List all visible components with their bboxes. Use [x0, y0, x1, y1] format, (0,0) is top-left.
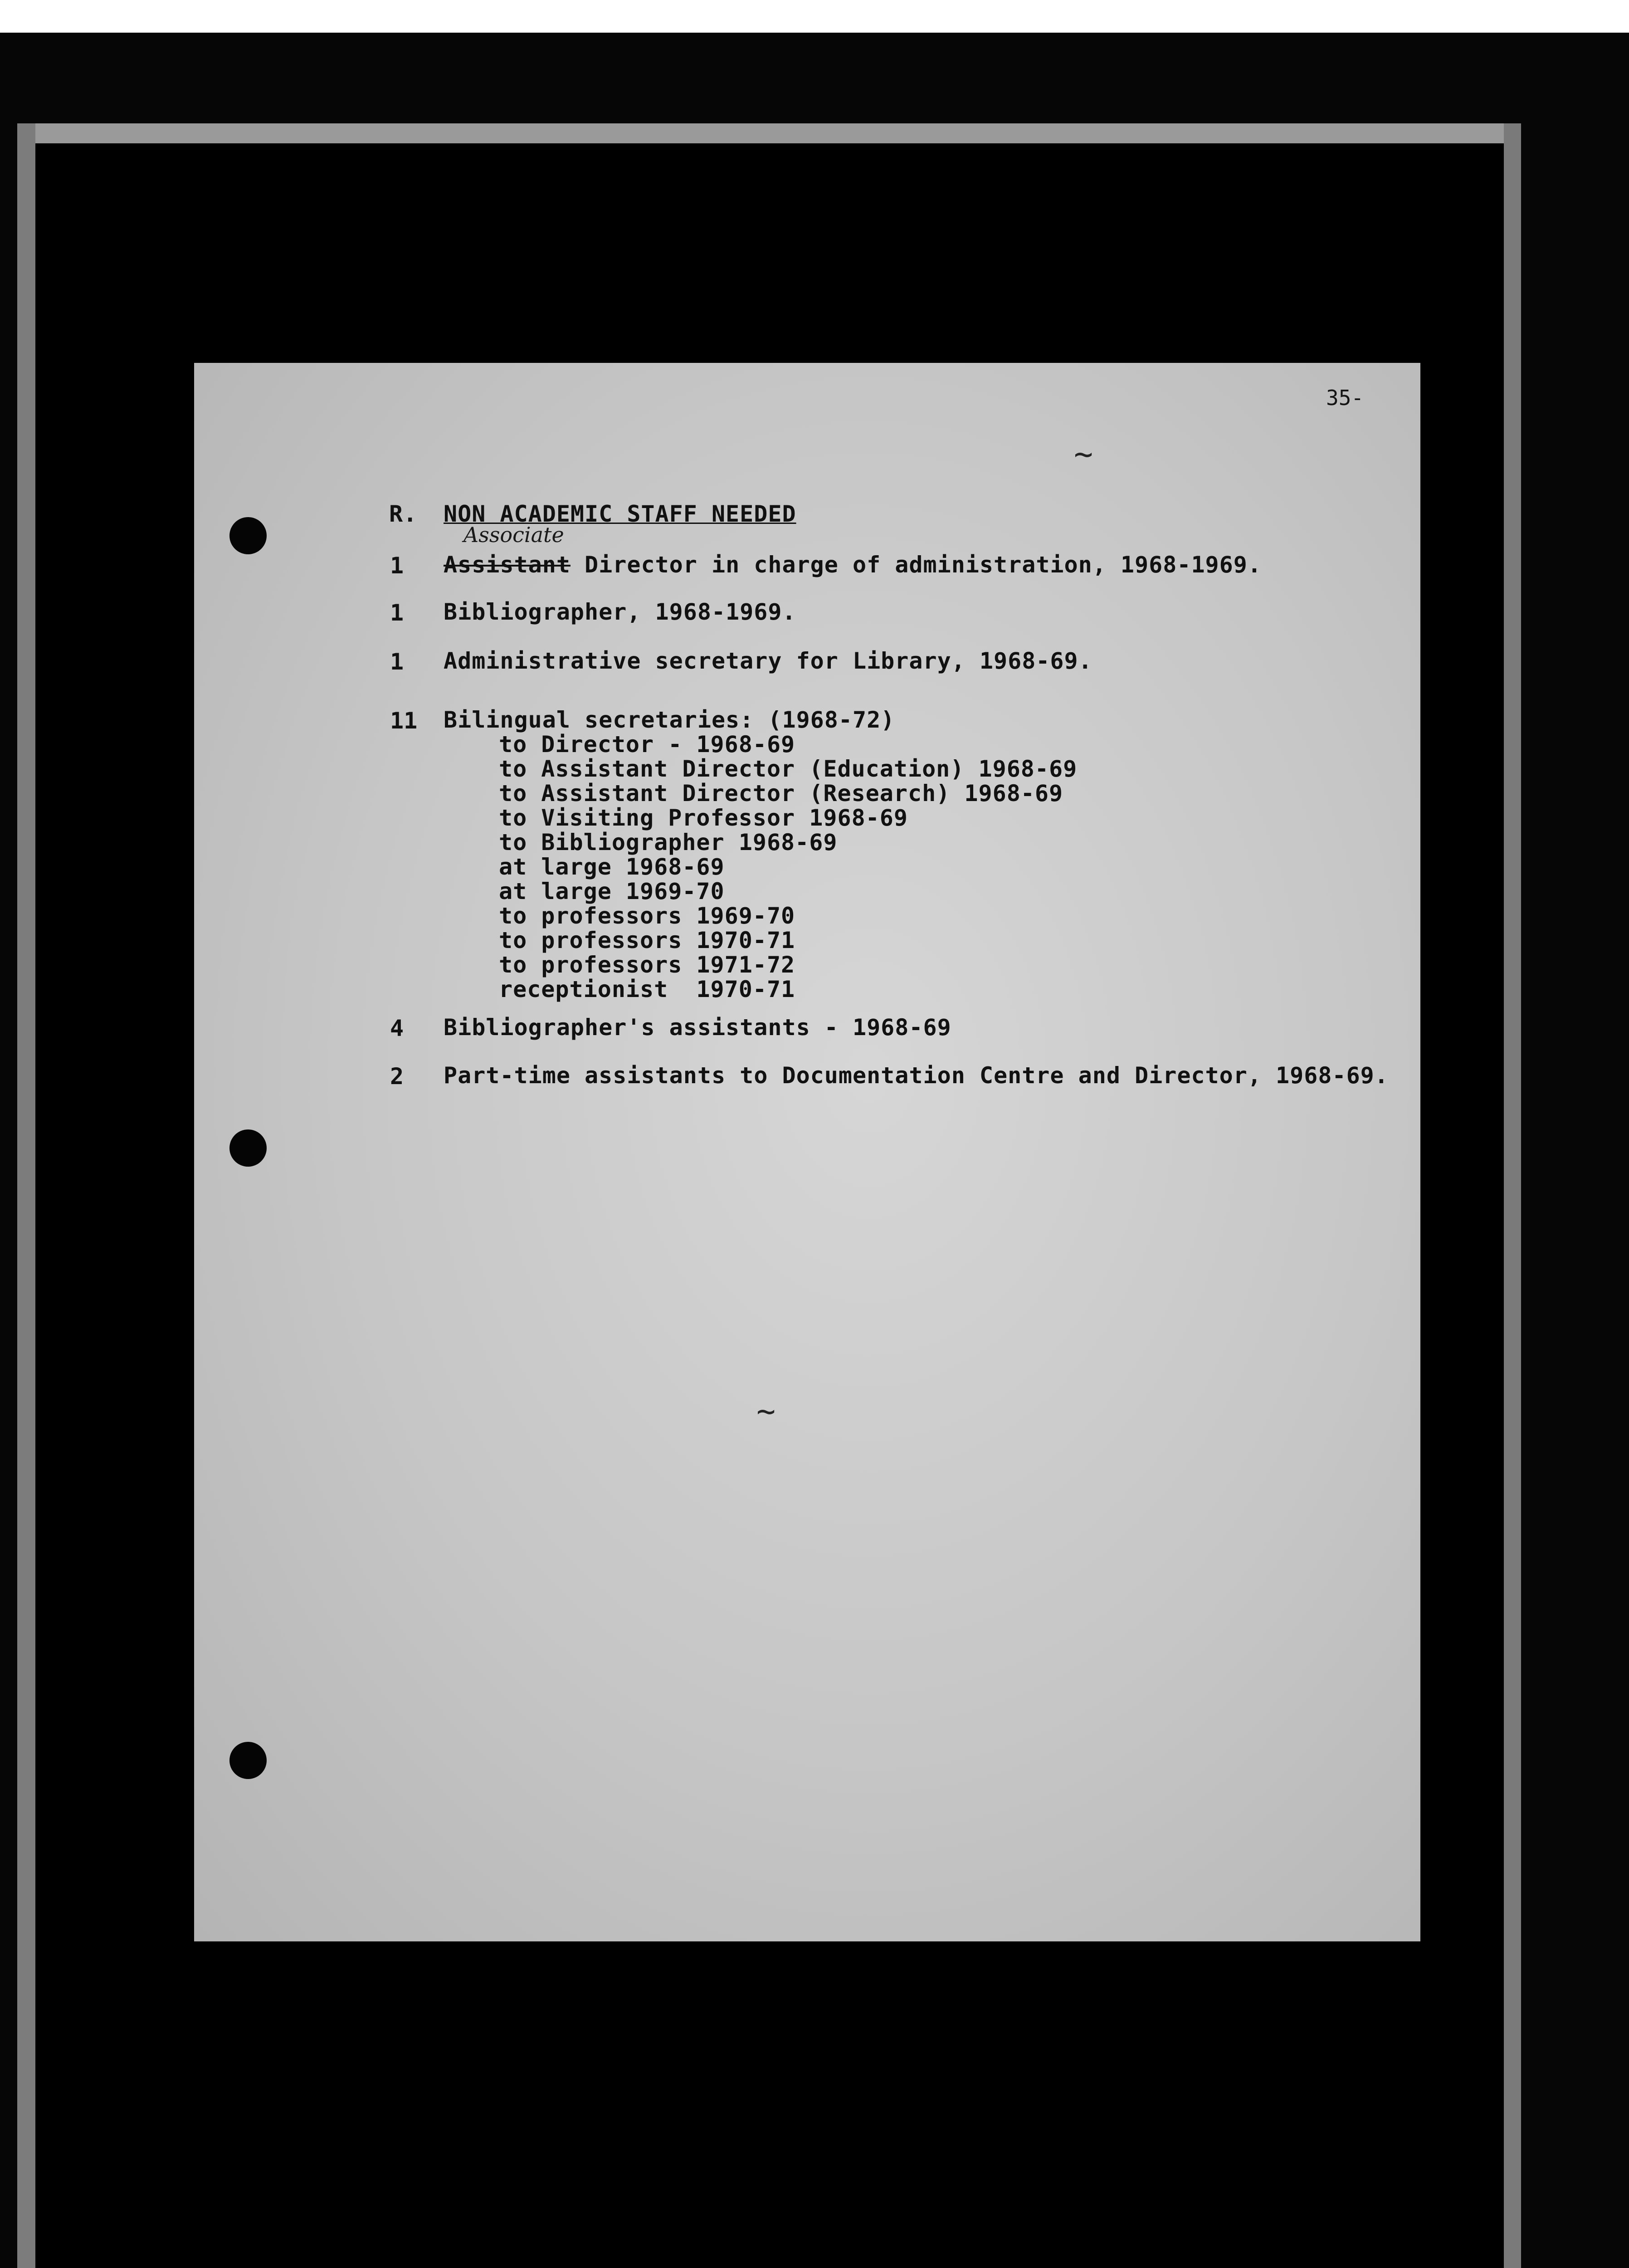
handwritten-insert: Associate — [463, 523, 564, 547]
item-count: 2 — [390, 1063, 404, 1090]
list-item: to professors 1969-70 — [499, 903, 795, 929]
punch-hole — [229, 1742, 267, 1779]
list-item: at large 1968-69 — [499, 854, 725, 880]
section-heading: NON ACADEMIC STAFF NEEDED — [444, 501, 796, 527]
item-text: Bibliographer's assistants - 1968-69 — [444, 1014, 951, 1041]
film-frame-right — [1504, 123, 1521, 2268]
document-page — [194, 363, 1420, 1941]
film-frame-left — [17, 123, 35, 2268]
list-item: to Bibliographer 1968-69 — [499, 829, 838, 855]
section-letter: R. — [389, 501, 418, 527]
punch-hole — [229, 517, 267, 554]
item-text: Bibliographer, 1968-1969. — [444, 599, 796, 625]
pen-mark: ~ — [1074, 435, 1093, 473]
item-count: 11 — [390, 708, 418, 734]
page-number: 35- — [1326, 386, 1364, 410]
list-item: to Director - 1968-69 — [499, 731, 795, 758]
list-item: to Assistant Director (Research) 1968-69 — [499, 780, 1063, 807]
item-text: Part-time assistants to Documentation Centre and Director, 1968-69. — [444, 1062, 1389, 1089]
item-text: Bilingual secretaries: (1968-72) — [444, 707, 895, 733]
item-text — [444, 552, 1262, 577]
struck-word: Assistant — [444, 552, 571, 578]
item-text-rest: Director in charge of administration, 1968-1969. — [570, 552, 1262, 578]
item-count: 4 — [390, 1015, 404, 1041]
list-item: receptionist 1970-71 — [499, 976, 795, 1002]
list-item: to professors 1970-71 — [499, 927, 795, 953]
item-count: 1 — [390, 649, 404, 675]
list-item: to Assistant Director (Education) 1968-69 — [499, 756, 1078, 782]
list-item: at large 1969-70 — [499, 878, 725, 904]
item-text: Administrative secretary for Library, 1968-69. — [444, 648, 1093, 674]
list-item: to professors 1971-72 — [499, 952, 795, 978]
pen-mark: ~ — [756, 1393, 776, 1430]
item-count: 1 — [390, 552, 404, 579]
punch-hole — [229, 1129, 267, 1167]
list-item: to Visiting Professor 1968-69 — [499, 805, 908, 831]
item-count: 1 — [390, 600, 404, 626]
film-frame-top — [34, 123, 1506, 143]
